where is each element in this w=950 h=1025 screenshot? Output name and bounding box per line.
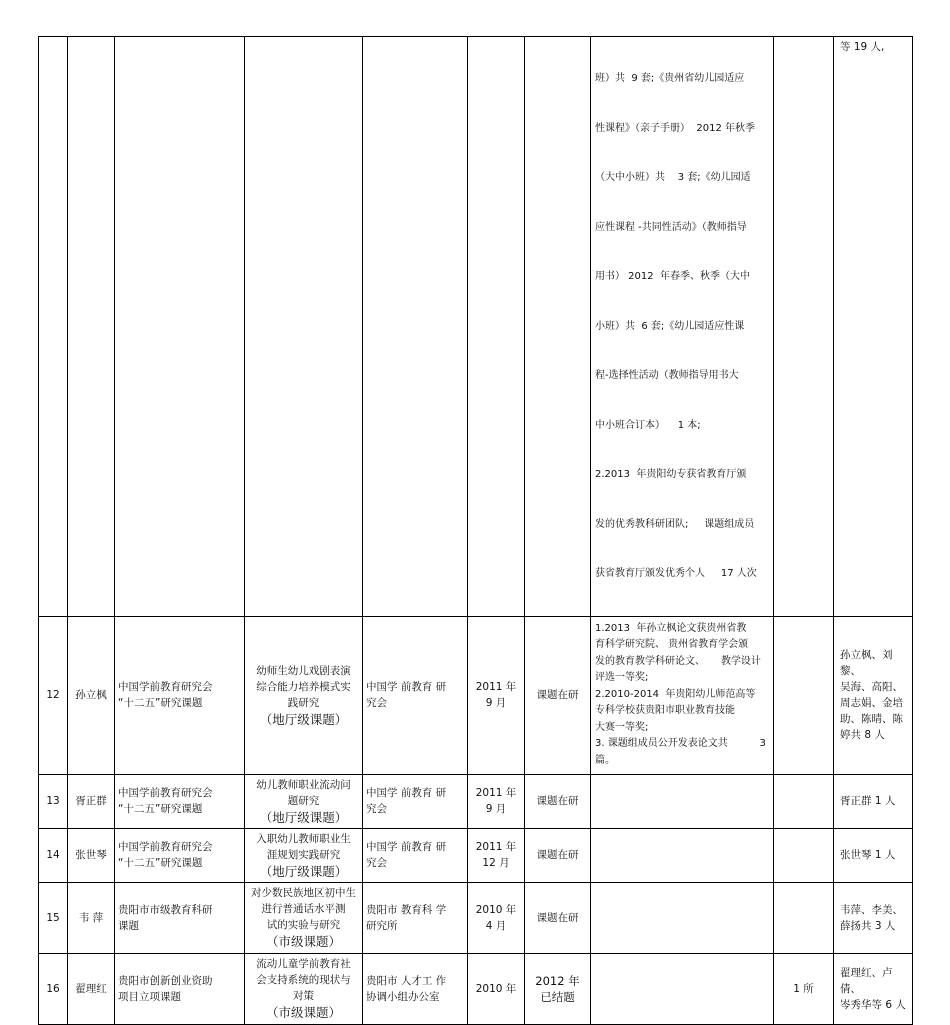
cell-org <box>363 37 468 617</box>
cell-extra <box>774 37 834 617</box>
cell-org: 贵阳市 教育科 学 研究所 <box>363 882 468 953</box>
cell-name: 韦 萍 <box>68 882 115 953</box>
table-row-continued <box>39 37 913 617</box>
cell-category: 贵阳市创新创业资助 项目立项课题 <box>115 953 245 1024</box>
table-row <box>39 882 913 953</box>
cell-title <box>245 616 363 774</box>
cell-date: 2011 年 9 月 <box>468 774 525 828</box>
cell-no: 13 <box>39 774 68 828</box>
cell-no <box>39 37 68 617</box>
achievement-line: 发的教育教学科研论文、 教学设计 <box>595 655 761 667</box>
cell-title <box>245 953 363 1024</box>
achievement-line: 应性课程 -共同性活动》（教师指导 <box>595 221 747 233</box>
table-row <box>39 774 913 828</box>
achievement-line: 育科学研究院、 贵州省教育学会颁 <box>595 639 749 651</box>
cell-achievements <box>591 616 774 774</box>
achievement-line: 2.2010-2014 年贵阳幼儿师范高等 <box>595 688 756 700</box>
cell-members: 胥正群 1 人 <box>834 774 913 828</box>
project-title: 入职幼儿教师职业生 涯规划实践研究 <box>256 832 351 861</box>
cell-name: 胥正群 <box>68 774 115 828</box>
cell-extra <box>774 882 834 953</box>
achievement-line: 获省教育厅颁发优秀个人 17 人次 <box>595 568 757 579</box>
cell-members: 韦萍、李美、 薛扬共 3 人 <box>834 882 913 953</box>
cell-extra <box>774 616 834 774</box>
cell-title <box>245 774 363 828</box>
achievement-line: 发的优秀教科研团队; 课题组成员 <box>595 518 755 530</box>
achievement-line: 大赛一等奖; <box>595 721 649 733</box>
research-projects-table <box>38 36 913 1025</box>
cell-name: 翟理红 <box>68 953 115 1024</box>
project-level: （市级课题） <box>265 1005 341 1020</box>
achievement-line: 2.2013 年贵阳幼专获省教育厅颁 <box>595 469 747 480</box>
cell-members: 翟理红、卢倩、 岑秀华等 6 人 <box>834 953 913 1024</box>
cell-achievements <box>591 882 774 953</box>
achievement-line: 专科学校获贵阳市职业教育技能 <box>595 705 735 717</box>
cell-org: 中国学 前教育 研 究会 <box>363 616 468 774</box>
cell-status: 2012 年 已结题 <box>525 953 591 1024</box>
cell-extra <box>774 828 834 882</box>
cell-status <box>525 37 591 617</box>
cell-category <box>115 37 245 617</box>
cell-category: 中国学前教育研究会 “十二五”研究课题 <box>115 828 245 882</box>
cell-title <box>245 37 363 617</box>
achievement-line: 小班）共 6 套;《幼儿园适应性课 <box>595 320 745 332</box>
cell-no: 12 <box>39 616 68 774</box>
project-level: （地厅级课题） <box>259 863 348 879</box>
table-row <box>39 828 913 882</box>
cell-achievements <box>591 774 774 828</box>
achievement-line: 班）共 9 套;《贵州省幼儿园适应 <box>595 73 745 84</box>
cell-members <box>834 37 913 617</box>
table-row <box>39 616 913 774</box>
project-level: （地厅级课题） <box>259 711 348 727</box>
project-title: 对少数民族地区初中生 进行普通话水平测 试的实验与研究 <box>251 887 356 931</box>
project-level: （地厅级课题） <box>259 809 348 825</box>
cell-category: 贵阳市市级教育科研 课题 <box>115 882 245 953</box>
cell-org: 中国学 前教育 研 究会 <box>363 774 468 828</box>
cell-status: 课题在研 <box>525 774 591 828</box>
achievement-line: 3. 课题组成员公开发表论文共 3 <box>595 738 766 750</box>
achievement-line: 性课程》（亲子手册） 2012 年秋季 <box>595 122 755 134</box>
cell-category: 中国学前教育研究会 “十二五”研究课题 <box>115 774 245 828</box>
cell-date: 2010 年 4 月 <box>468 882 525 953</box>
achievement-line: 评选一等奖; <box>595 672 649 684</box>
cell-title <box>245 828 363 882</box>
project-level: （市级课题） <box>265 934 341 949</box>
cell-members: 张世琴 1 人 <box>834 828 913 882</box>
cell-date: 2011 年 9 月 <box>468 616 525 774</box>
achievement-line: 1.2013 年孙立枫论文获贵州省教 <box>595 622 747 634</box>
table-row <box>39 953 913 1024</box>
cell-extra <box>774 774 834 828</box>
cell-members: 孙立枫、刘黎、 吴海、高阳、 周志娟、金培 助、陈晴、陈 婷共 8 人 <box>834 616 913 774</box>
achievement-line: 中小班合订本） 1 本; <box>595 419 701 431</box>
cell-status: 课题在研 <box>525 882 591 953</box>
cell-org: 中国学 前教育 研 究会 <box>363 828 468 882</box>
members-text: 等 19 人, <box>840 41 885 53</box>
cell-achievements <box>591 953 774 1024</box>
cell-no: 14 <box>39 828 68 882</box>
cell-name: 孙立枫 <box>68 616 115 774</box>
project-title: 幼师生幼儿戏剧表演 综合能力培养模式实 践研究 <box>256 664 351 709</box>
cell-status: 课题在研 <box>525 828 591 882</box>
cell-extra: 1 所 <box>774 953 834 1024</box>
cell-no: 16 <box>39 953 68 1024</box>
cell-status: 课题在研 <box>525 616 591 774</box>
cell-title <box>245 882 363 953</box>
achievement-line: 用书） 2012 年春季、秋季（大中 <box>595 271 750 282</box>
cell-achievements <box>591 37 774 617</box>
cell-date: 2011 年 12 月 <box>468 828 525 882</box>
cell-org: 贵阳市 人才工 作 协调小组办公室 <box>363 953 468 1024</box>
project-title: 流动儿童学前教育社 会支持系统的现状与 对策 <box>256 958 351 1002</box>
project-title: 幼儿教师职业流动问 题研究 <box>256 778 351 807</box>
cell-date <box>468 37 525 617</box>
cell-no: 15 <box>39 882 68 953</box>
cell-name <box>68 37 115 617</box>
achievement-line: 程-选择性活动（教师指导用书大 <box>595 370 739 381</box>
achievement-line: 篇。 <box>595 754 615 766</box>
cell-name: 张世琴 <box>68 828 115 882</box>
cell-achievements <box>591 828 774 882</box>
achievement-line: （大中小班）共 3 套;《幼儿园适 <box>595 172 751 183</box>
cell-date: 2010 年 <box>468 953 525 1024</box>
cell-category: 中国学前教育研究会 “十二五”研究课题 <box>115 616 245 774</box>
